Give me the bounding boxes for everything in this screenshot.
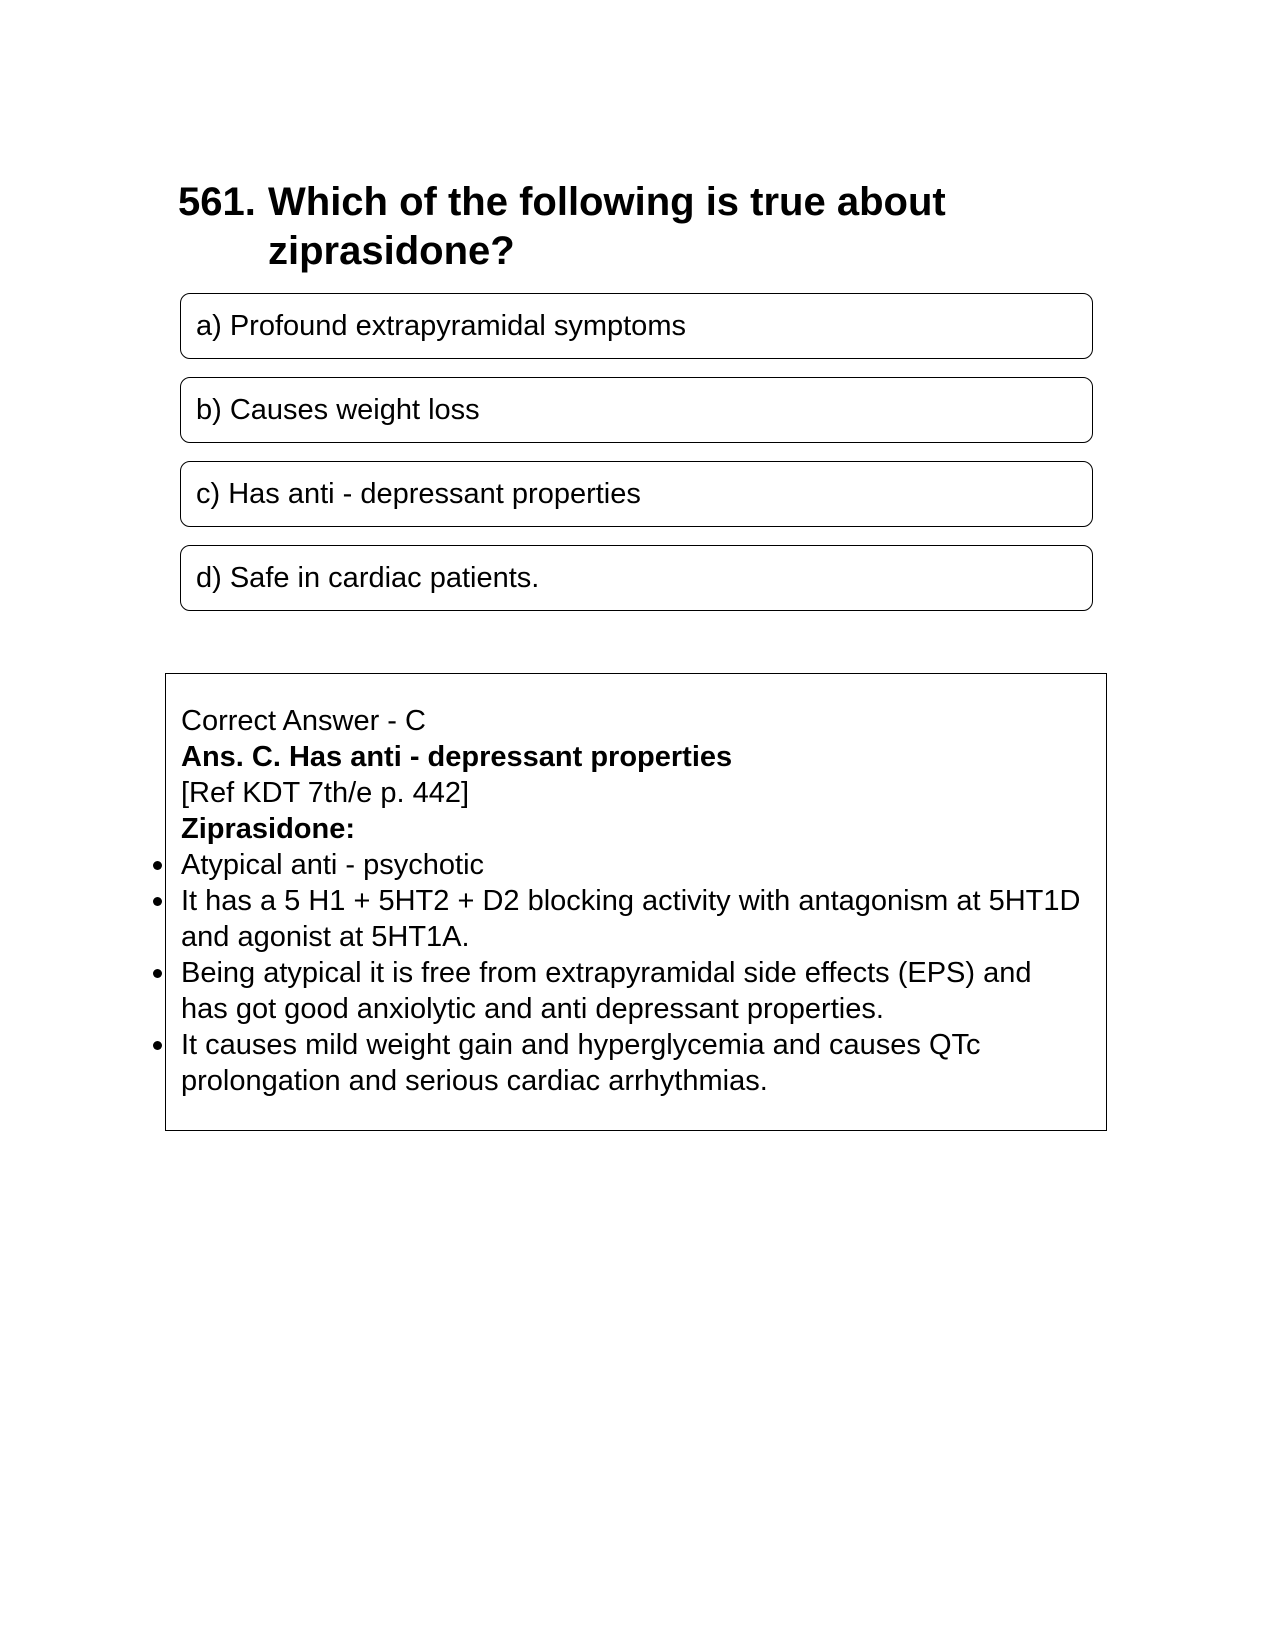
option-d[interactable] (180, 545, 1093, 611)
correct-answer: Correct Answer - C (181, 705, 426, 737)
answer-reference: [Ref KDT 7th/e p. 442] (181, 777, 470, 809)
list-item: It has a 5 H1 + 5HT2 + D2 blocking activity with antagonism at 5HT1D and agonist at 5HT1A. (181, 883, 1086, 955)
option-c-label: c) Has anti - depressant properties (196, 477, 641, 510)
option-b[interactable] (180, 377, 1093, 443)
question-text: Which of the following is true about ziprasidone? (268, 180, 946, 273)
question-heading (178, 178, 1078, 276)
answer-subheading: Ziprasidone: (181, 813, 356, 845)
option-a-label: a) Profound extrapyramidal symptoms (196, 309, 686, 342)
list-item: Being atypical it is free from extrapyramidal side effects (EPS) and has got good anxiolytic and anti depressant properties. (181, 955, 1086, 1027)
list-item: It causes mild weight gain and hyperglycemia and causes QTc prolongation and serious cardiac arrhythmias. (181, 1027, 1086, 1099)
option-b-label: b) Causes weight loss (196, 393, 480, 426)
list-item: Atypical anti - psychotic (181, 847, 1086, 883)
option-c[interactable] (180, 461, 1093, 527)
explanation-list (181, 847, 1086, 1099)
option-d-label: d) Safe in cardiac patients. (196, 561, 540, 594)
answer-explanation (181, 703, 1086, 1099)
answer-title: Ans. C. Has anti - depressant properties (181, 741, 733, 773)
question-number: 561. (178, 180, 256, 224)
option-a[interactable] (180, 293, 1093, 359)
